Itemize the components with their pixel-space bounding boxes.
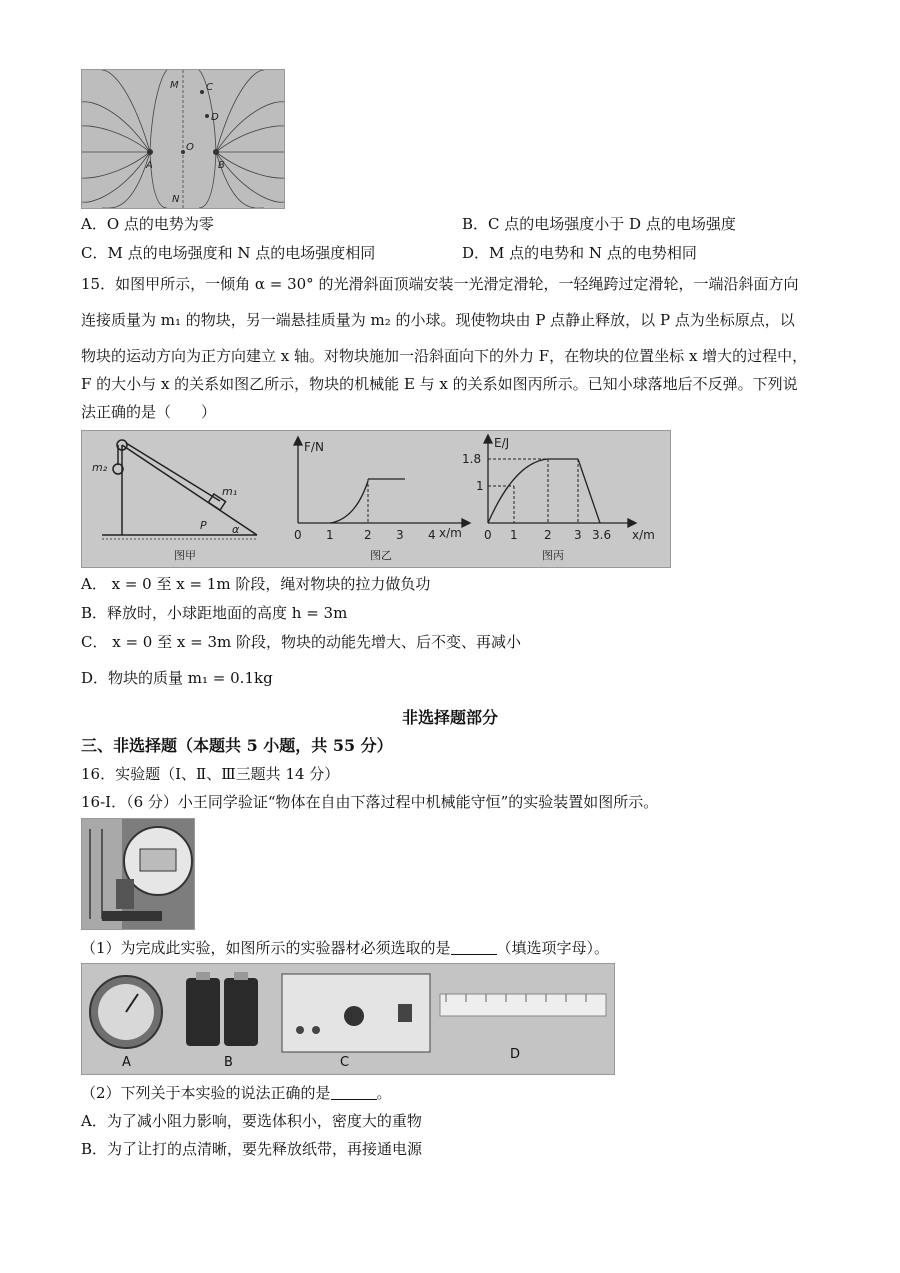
- figure-bing-xtick-1: 1: [510, 528, 518, 542]
- equipment-c-power-supply: [282, 974, 430, 1052]
- figure-yi-ylabel: F/N: [304, 440, 324, 454]
- equipment-label-d: D: [510, 1047, 521, 1062]
- figure-yi-tick-4: 4: [428, 528, 436, 542]
- q16-sub2: [81, 1083, 392, 1103]
- figure-yi-tick-2: 2: [364, 528, 372, 542]
- equipment-photos: [81, 963, 615, 1075]
- label-m: M: [170, 80, 179, 91]
- equipment-a-stopwatch: [90, 976, 162, 1048]
- figure-bing-ytick-1-8: 1.8: [462, 452, 482, 466]
- q16-sub1-text: （1）为完成此实验，如图所示的实验器材必须选取的是: [81, 939, 451, 957]
- label-b: B: [218, 160, 225, 171]
- figure-bing-ytick-1: 1: [476, 479, 484, 493]
- figure-yi-xlabel: x/m: [439, 526, 462, 540]
- q16-intro: 16．实验题（Ⅰ、Ⅱ、Ⅲ三题共 14 分）: [81, 765, 340, 783]
- apparatus-photo: [81, 818, 195, 930]
- equipment-label-b: B: [224, 1055, 233, 1070]
- figure-bing-ylabel: E/J: [494, 436, 510, 450]
- label-d: D: [211, 112, 219, 123]
- equipment-label-c: C: [340, 1055, 350, 1070]
- q15-figures: [81, 430, 671, 568]
- q14-option-a: A．O 点的电势为零: [81, 215, 214, 233]
- figure-bing-xtick-0: 0: [484, 528, 492, 542]
- electric-field-lines-figure: [81, 69, 285, 209]
- label-a: A: [146, 160, 153, 171]
- q14-option-b: B．C 点的电场强度小于 D 点的电场强度: [462, 215, 736, 233]
- label-c: C: [206, 82, 213, 93]
- q15-stem-line-1: 15．如图甲所示，一倾角 α = 30° 的光滑斜面顶端安装一光滑定滑轮，一轻绳跨过定滑轮，一端沿斜面方向: [81, 275, 799, 293]
- figure-jia-m1: m₁: [222, 485, 238, 498]
- q15-stem-line-4: F 的大小与 x 的关系如图乙所示，物块的机械能 E 与 x 的关系如图丙所示。已知小球落地后不反弹。下列说: [81, 375, 798, 393]
- q16-sub2-option-a: A．为了减小阻力影响，要选体积小，密度大的重物: [81, 1112, 422, 1130]
- q14-option-c: C．M 点的电场强度和 N 点的电场强度相同: [81, 244, 376, 262]
- figure-jia-caption: 图甲: [174, 549, 196, 562]
- part-title: 非选择题部分: [401, 708, 498, 727]
- q15-option-a: A． x = 0 至 x = 1m 阶段，绳对物块的拉力做负功: [81, 575, 431, 593]
- figure-bing-xtick-2: 2: [544, 528, 552, 542]
- label-n: N: [172, 194, 180, 205]
- q14-option-d: D．M 点的电势和 N 点的电势相同: [462, 244, 697, 262]
- q16-sub1-suffix: （填选项字母）。: [496, 939, 610, 957]
- q16-sub2-option-b: B．为了让打的点清晰，要先释放纸带，再接通电源: [81, 1140, 423, 1158]
- equipment-d-ruler: [440, 994, 606, 1016]
- figure-bing-xtick-3-6: 3.6: [592, 528, 612, 542]
- label-o: O: [186, 142, 194, 153]
- figure-yi-caption: 图乙: [370, 549, 392, 562]
- equipment-label-a: A: [122, 1055, 131, 1070]
- figure-yi-tick-1: 1: [326, 528, 334, 542]
- figure-jia-p: P: [200, 519, 207, 532]
- q16-sub2-text: （2）下列关于本实验的说法正确的是: [81, 1084, 331, 1102]
- figure-bing-xlabel: x/m: [632, 528, 655, 542]
- figure-jia-m2: m₂: [92, 461, 108, 474]
- q15-stem-line-3: 物块的运动方向为正方向建立 x 轴。对物块施加一沿斜面向下的外力 F，在物块的位置坐标 x 增大的过程中，: [81, 347, 808, 365]
- figure-bing-xtick-3: 3: [574, 528, 582, 542]
- section-heading: 三、非选择题（本题共 5 小题，共 55 分）: [81, 736, 393, 755]
- q15-option-c: C． x = 0 至 x = 3m 阶段，物块的动能先增大、后不变、再减小: [81, 633, 521, 651]
- q16-sub2-blank: [331, 1085, 377, 1100]
- q16-sub1-blank: [451, 940, 497, 955]
- figure-bing-caption: 图丙: [542, 549, 564, 562]
- q15-stem-line-5: 法正确的是（ ）: [81, 403, 217, 421]
- figure-jia-alpha: α: [232, 523, 240, 536]
- q16-sub1: [81, 938, 609, 958]
- figure-yi-tick-0: 0: [294, 528, 302, 542]
- q16-sub2-suffix: 。: [376, 1084, 392, 1102]
- figure-yi-tick-3: 3: [396, 528, 404, 542]
- q15-option-d: D．物块的质量 m₁ = 0.1kg: [81, 669, 273, 687]
- q15-option-b: B．释放时，小球距地面的高度 h = 3m: [81, 604, 348, 622]
- q15-stem-line-2: 连接质量为 m₁ 的物块，另一端悬挂质量为 m₂ 的小球。现使物块由 P 点静止释放，以 P 点为坐标原点，以: [81, 311, 795, 329]
- q16-part1: 16-Ⅰ．（6 分）小王同学验证“物体在自由下落过程中机械能守恒”的实验装置如图所示。: [81, 793, 659, 811]
